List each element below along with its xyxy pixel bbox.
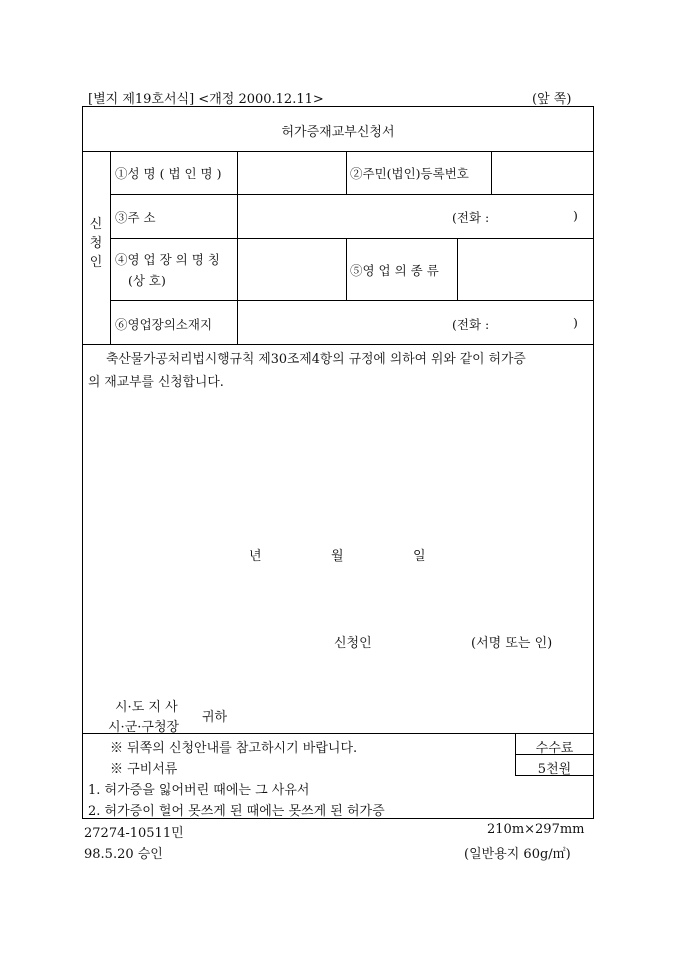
- phone-label-1: (전화 :: [452, 210, 490, 225]
- phone-field-1[interactable]: [500, 196, 570, 236]
- page-side-label: (앞 쪽): [532, 92, 572, 107]
- right-col-line-2: [457, 238, 458, 300]
- mid-col-line-2: [346, 238, 347, 300]
- paper-size: 210m×297mm: [487, 822, 585, 837]
- business-name-sub-label: (상 호): [128, 273, 166, 288]
- signature-field[interactable]: [380, 625, 470, 653]
- applicant-divider: [82, 344, 594, 345]
- recipient-line-1: 시·도 지 사: [115, 700, 178, 715]
- row-divider-1: [110, 194, 594, 195]
- form-number-label: [별지 제19호서식] <개정 2000.12.11>: [88, 92, 324, 107]
- applicant-sign-label: 신청인: [334, 636, 372, 651]
- label-col-line: [237, 151, 238, 344]
- business-type-label: ⑤영 업 의 종 류: [350, 263, 439, 278]
- row-divider-3: [110, 300, 594, 301]
- doc-item-2: 2. 허가증이 헐어 못쓰게 된 때에는 못쓰게 된 허가증: [88, 804, 385, 819]
- statement-line-2: 의 재교부를 신청합니다.: [88, 375, 224, 390]
- right-col-line-1: [491, 151, 492, 194]
- recipient-line-2: 시·군·구청장: [108, 720, 180, 735]
- address-label: ③주 소: [115, 210, 156, 225]
- applicant-char-2: 청: [89, 236, 103, 251]
- business-name-field[interactable]: [239, 240, 344, 298]
- statement-line-1: 축산물가공처리법시행규칙 제30조제4항의 규정에 의하여 위와 같이 허가증: [106, 352, 526, 367]
- phone-field-2[interactable]: [500, 302, 570, 342]
- row-divider-2: [110, 238, 594, 239]
- phone-close-1: ): [573, 208, 578, 223]
- applicant-label: [86, 215, 106, 272]
- business-type-field[interactable]: [459, 240, 592, 298]
- applicant-char-3: 인: [89, 255, 103, 270]
- business-name-label: ④영 업 장 의 명 칭: [115, 252, 220, 267]
- reg-no-label: ②주민(법인)등록번호: [350, 166, 469, 181]
- business-address-label: ⑥영업장의소재지: [115, 317, 213, 332]
- date-month: 월: [331, 549, 344, 564]
- sign-note: (서명 또는 인): [471, 636, 553, 651]
- name-field[interactable]: [239, 153, 344, 193]
- business-address-field[interactable]: [239, 302, 439, 342]
- approval-date: 98.5.20 승인: [84, 847, 163, 862]
- form-title: 허가증재교부신청서: [281, 125, 395, 140]
- applicant-col-line: [110, 151, 111, 344]
- fee-value: 5천원: [537, 762, 572, 777]
- paper-type: (일반용지 60g/㎡): [464, 847, 571, 862]
- phone-label-2: (전화 :: [452, 317, 490, 332]
- mid-col-line-1: [346, 151, 347, 194]
- doc-item-1: 1. 허가증을 잃어버린 때에는 그 사유서: [88, 783, 310, 798]
- phone-close-2: ): [573, 315, 578, 330]
- name-label: ①성 명 ( 법 인 명 ): [115, 166, 222, 181]
- date-day: 일: [413, 549, 426, 564]
- date-year: 년: [249, 549, 262, 564]
- reg-no-field[interactable]: [493, 153, 592, 193]
- fee-label: 수수료: [535, 741, 574, 756]
- applicant-char-1: 신: [89, 217, 103, 232]
- recipient-suffix: 귀하: [202, 710, 228, 725]
- address-field[interactable]: [239, 196, 439, 236]
- form-code: 27274-10511민: [84, 826, 184, 841]
- notice-text: ※ 뒤쪽의 신청안내를 참고하시기 바랍니다.: [110, 741, 358, 756]
- docs-title: ※ 구비서류: [110, 762, 178, 777]
- title-divider: [82, 151, 594, 152]
